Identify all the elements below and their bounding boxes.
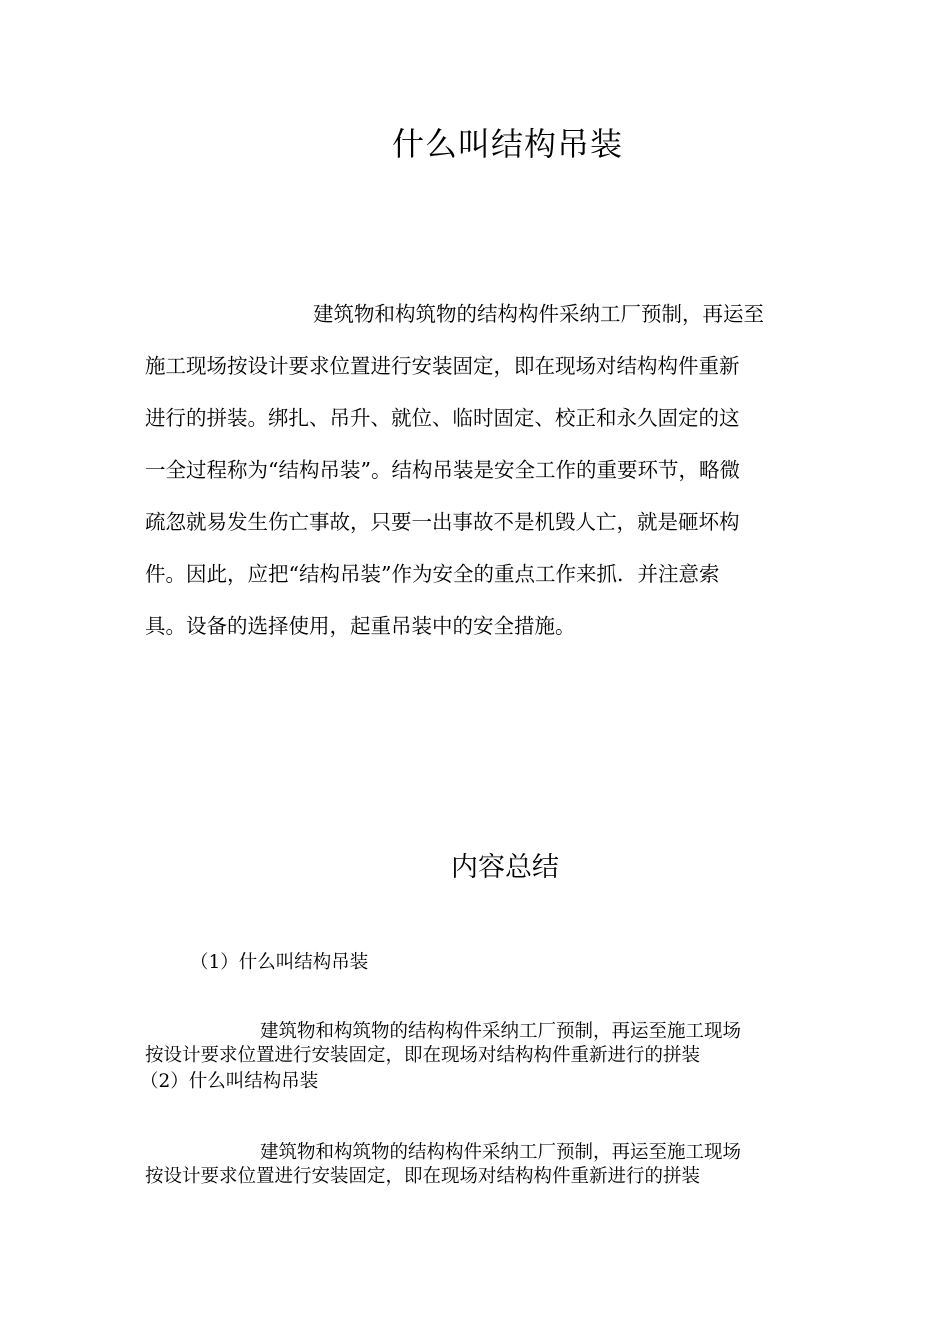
intro-line: 疏忽就易发生伤亡事故，只要一出事故不是机毁人亡，就是砸坏构 bbox=[145, 510, 740, 534]
summary-item-line: 建筑物和构筑物的结构构件采纳工厂预制，再运至施工现场 bbox=[260, 1142, 742, 1163]
page-title: 什么叫结构吊装 bbox=[391, 125, 623, 163]
summary-item-heading: （1）什么叫结构吊装 bbox=[190, 952, 369, 973]
summary-item-line: 按设计要求位置进行安装固定，即在现场对结构构件重新进行的拼装 bbox=[145, 1166, 701, 1187]
summary-item-line: 按设计要求位置进行安装固定，即在现场对结构构件重新进行的拼装 bbox=[145, 1045, 701, 1066]
intro-line: 施工现场按设计要求位置进行安装固定，即在现场对结构构件重新 bbox=[145, 354, 740, 378]
intro-line: 具。设备的选择使用，起重吊装中的安全措施。 bbox=[145, 614, 576, 638]
intro-line: 一全过程称为“结构吊装”。结构吊装是安全工作的重要环节，略微 bbox=[145, 458, 740, 482]
intro-line: 进行的拼装。绑扎、吊升、就位、临时固定、校正和永久固定的这 bbox=[145, 406, 740, 430]
summary-item-heading: （2）什么叫结构吊装 bbox=[140, 1071, 319, 1092]
intro-line: 建筑物和构筑物的结构构件采纳工厂预制，再运至 bbox=[313, 302, 764, 326]
summary-item-body bbox=[145, 1020, 810, 1068]
intro-paragraph bbox=[145, 288, 810, 652]
intro-line: 件。因此，应把“结构吊装”作为安全的重点工作来抓．并注意索 bbox=[145, 562, 720, 586]
summary-heading: 内容总结 bbox=[451, 852, 559, 883]
summary-item-line: 建筑物和构筑物的结构构件采纳工厂预制，再运至施工现场 bbox=[260, 1021, 742, 1042]
summary-item-body bbox=[145, 1141, 810, 1189]
